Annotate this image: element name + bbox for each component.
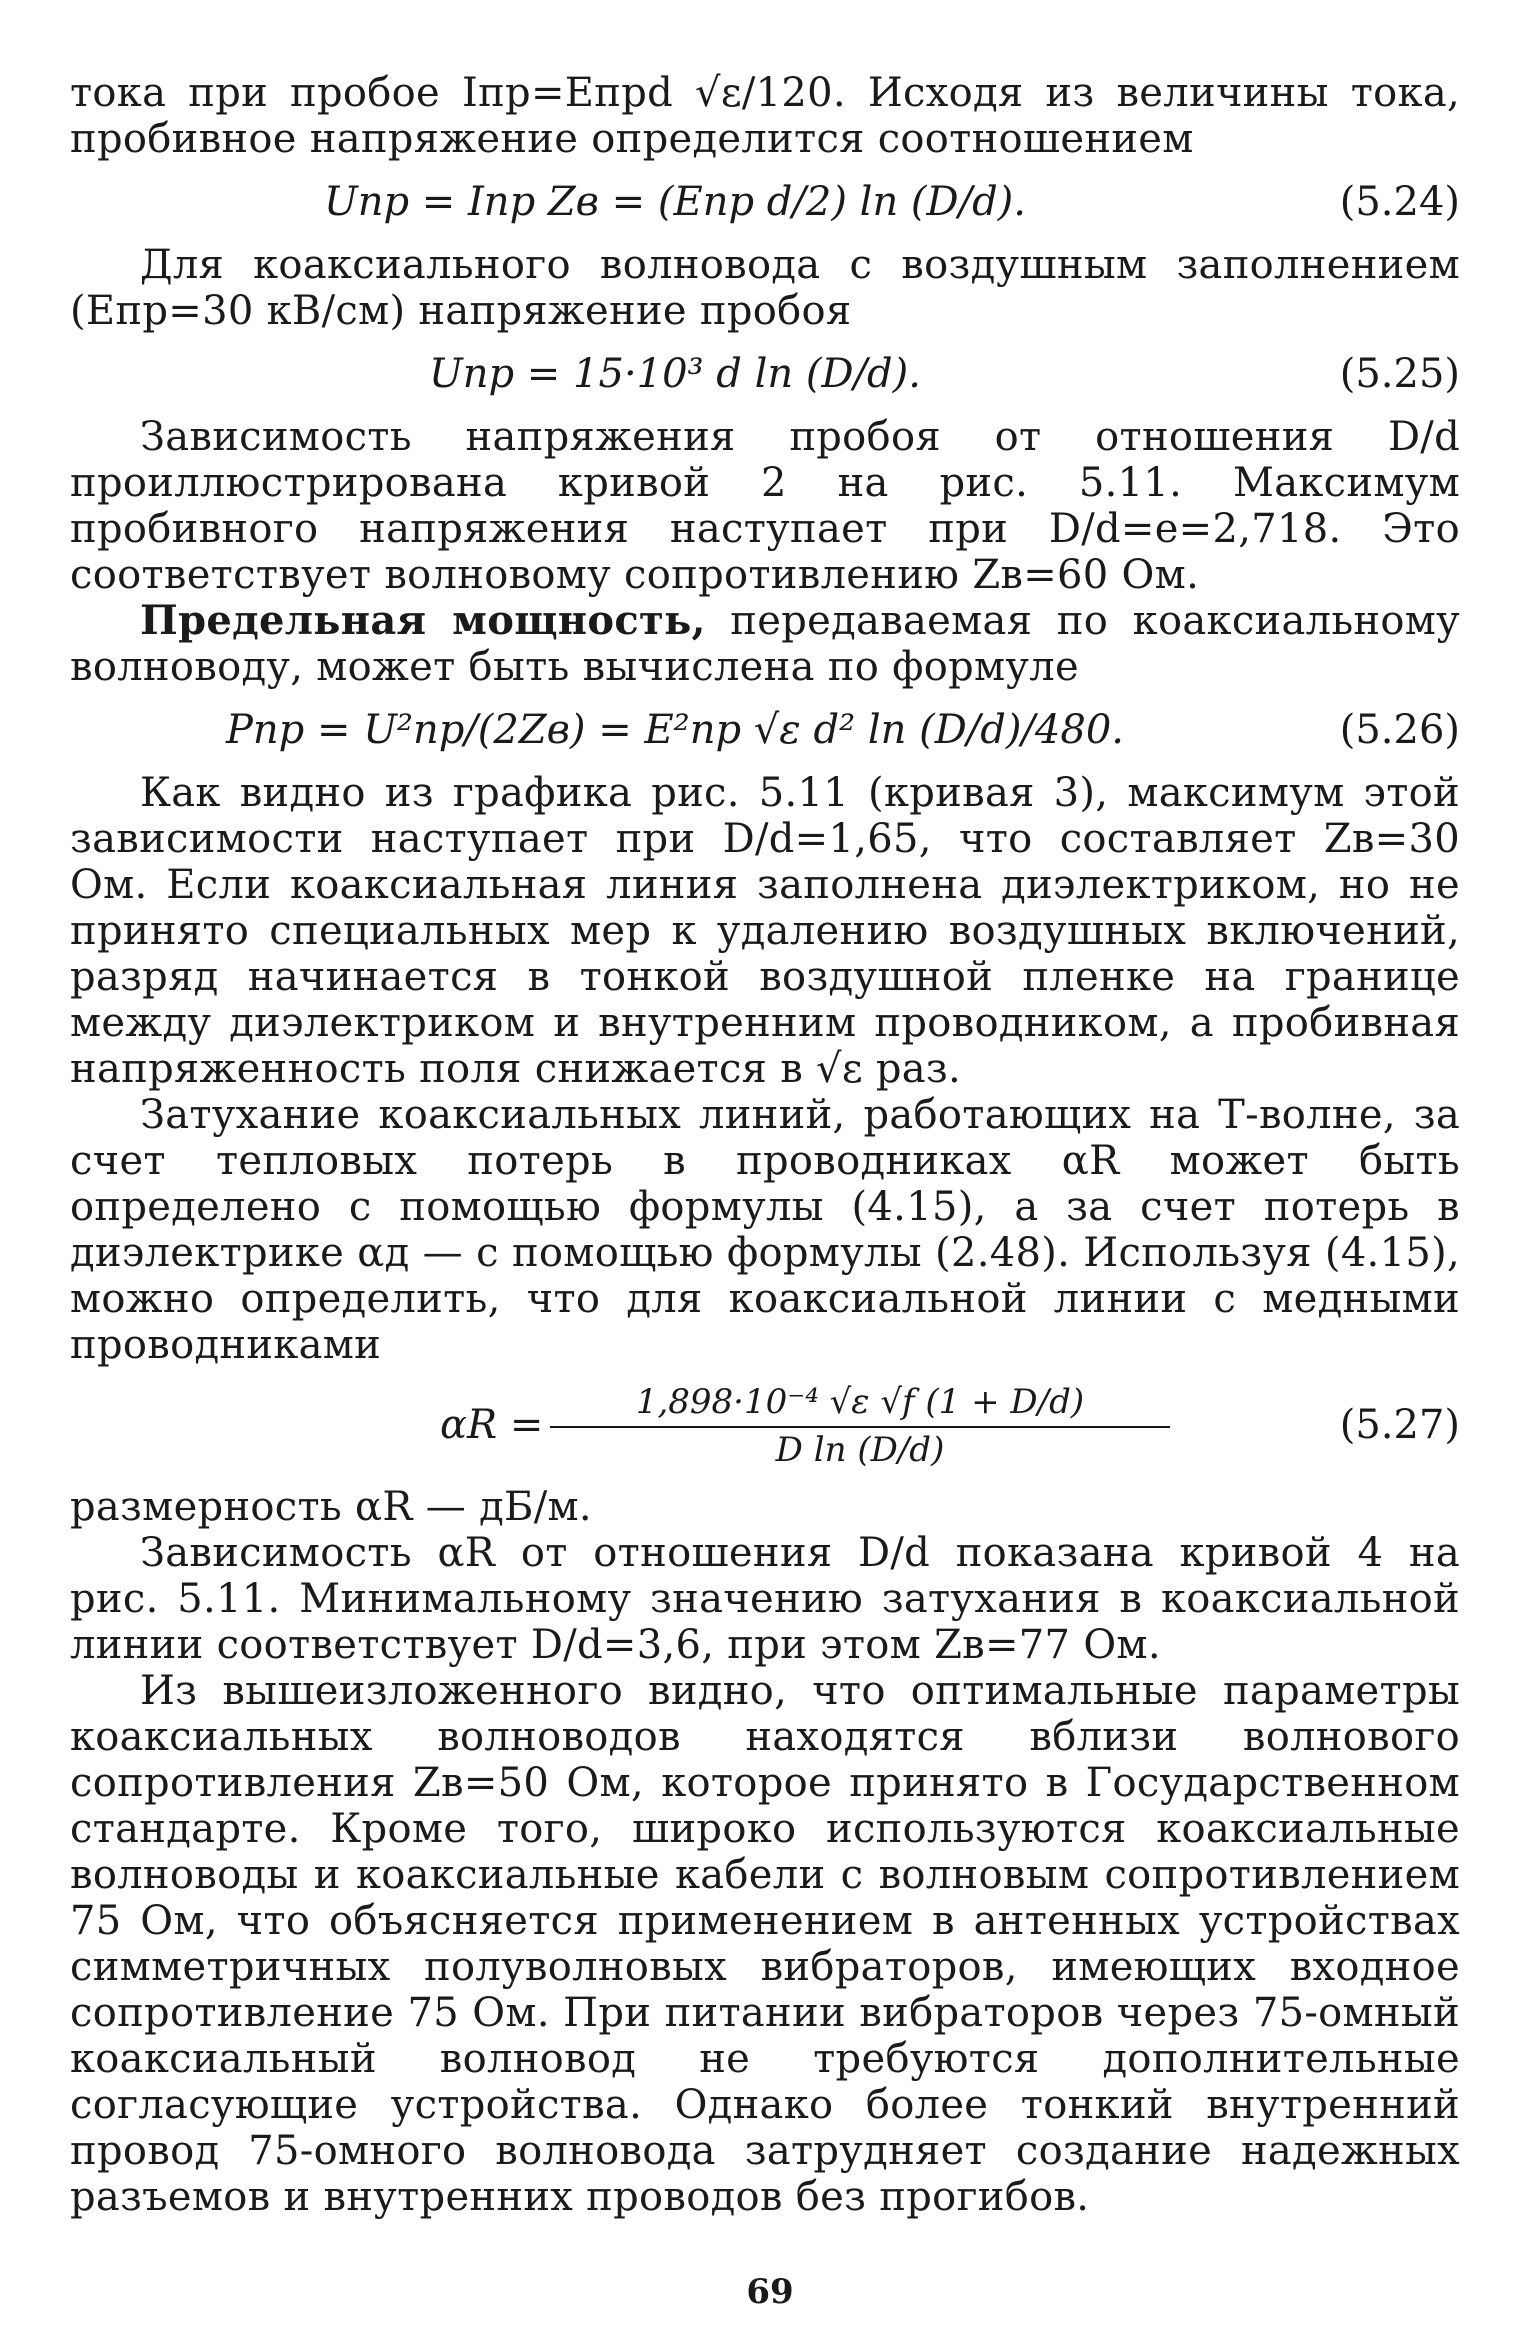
paragraph-4-text: передаваемая по коаксиальному волноводу, может быть вычислена по формуле <box>70 598 1461 690</box>
formula-5-26-number: (5.26) <box>1339 707 1460 753</box>
paragraph-8: Зависимость αR от отношения D/d показана кривой 4 на рис. 5.11. Минимальному значению затухания в коаксиальной линии соответствует D/d=3,6, при этом Zв=77 Ом. <box>70 1530 1460 1668</box>
paragraph-2: Для коаксиального волновода с воздушным заполнением (Eпр=30 кВ/см) напряжение пробоя <box>70 242 1460 334</box>
formula-5-27-denominator: D ln (D/d) <box>775 1430 945 1470</box>
page-number: 69 <box>746 2272 794 2312</box>
formula-5-26-expr: Pпр = U²пр/(2Zв) = E²пр √ε d² ln (D/d)/480. <box>225 707 1124 753</box>
formula-5-25 <box>70 338 1460 410</box>
formula-5-27-lhs: αR = <box>440 1402 544 1448</box>
paragraph-3: Зависимость напряжения пробоя от отношения D/d проиллюстрирована кривой 2 на рис. 5.11. Максимум пробивного напряжения наступает при D/d=e=2,718. Это соответствует волновому сопротивлению Zв=60 Ом. <box>70 414 1460 598</box>
formula-5-27-fraction <box>550 1380 1170 1472</box>
paragraph-9: Из вышеизложенного видно, что оптимальные параметры коаксиальных волноводов находятся вблизи волнового сопротивления Zв=50 Ом, которое принято в Государственном стандарте. Кроме того, широко используются коаксиальные волноводы и коаксиальные кабели с волновым сопротивлением 75 Ом, что объясняется применением в антенных устройствах симметричных полуволновых вибраторов, имеющих входное сопротивление 75 Ом. При питании вибраторов через 75-омный коаксиальный волновод не требуются дополнительные согласующие устройства. Однако более тонкий внутренний провод 75-омного волновода затрудняет создание надежных разъемов и внутренних проводов без прогибов. <box>70 1668 1460 2220</box>
formula-5-24-expr: Uпр = Iпр Zв = (Eпр d/2) ln (D/d). <box>323 179 1026 225</box>
formula-5-27-numerator: 1,898·10⁻⁴ √ε √f (1 + D/d) <box>550 1380 1170 1428</box>
paragraph-4-bold-term: Предельная мощность, <box>140 597 706 644</box>
paragraph-4 <box>70 598 1460 690</box>
formula-5-25-number: (5.25) <box>1339 351 1460 397</box>
paragraph-5: Как видно из графика рис. 5.11 (кривая 3), максимум этой зависимости наступает при D/d=1,65, что составляет Zв=30 Ом. Если коаксиальная линия заполнена диэлектриком, но не принято специальных мер к удалению воздушных включений, разряд начинается в тонкой воздушной пленке на границе между диэлектриком и внутренним проводником, а пробивная напряженность поля снижается в √ε раз. <box>70 770 1460 1092</box>
formula-5-26 <box>70 694 1460 766</box>
paragraph-1: тока при пробое Iпр=Eпрd √ε/120. Исходя из величины тока, пробивное напряжение определится соотношением <box>70 70 1460 162</box>
paragraph-7: размерность αR — дБ/м. <box>70 1484 592 1530</box>
formula-5-27-number: (5.27) <box>1339 1402 1460 1448</box>
formula-5-27 <box>70 1374 1460 1478</box>
formula-5-24 <box>70 166 1460 238</box>
paragraph-6: Затухание коаксиальных линий, работающих на Т-волне, за счет тепловых потерь в проводниках αR может быть определено с помощью формулы (4.15), а за счет потерь в диэлектрике αд — с помощью формулы (2.48). Используя (4.15), можно определить, что для коаксиальной линии с медными проводниками <box>70 1092 1460 1368</box>
formula-5-24-number: (5.24) <box>1339 179 1460 225</box>
page-body <box>70 70 1460 2220</box>
formula-5-25-expr: Uпр = 15·10³ d ln (D/d). <box>429 351 921 397</box>
